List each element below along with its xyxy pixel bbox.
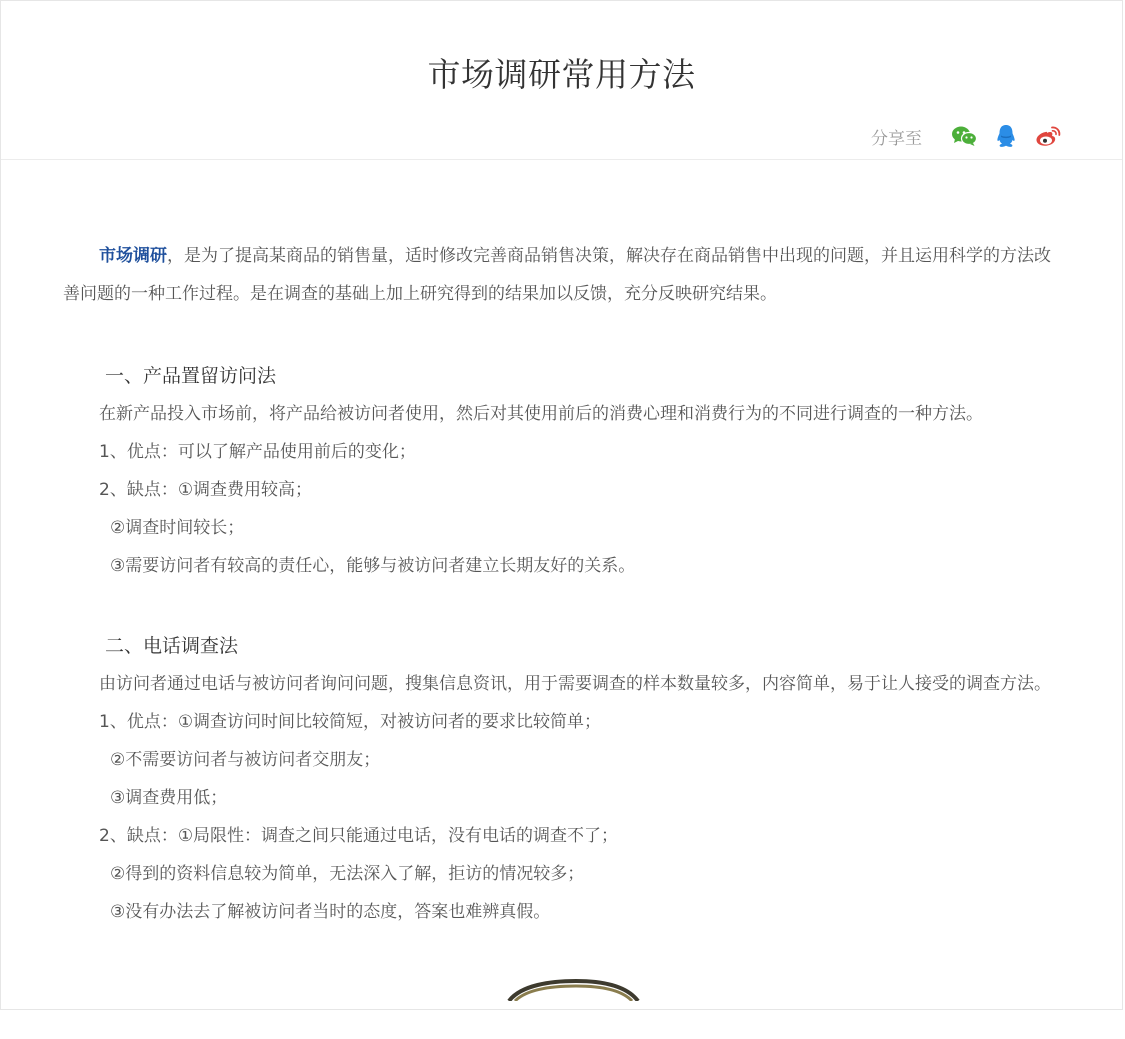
article-title: 市场调研常用方法 — [427, 55, 696, 94]
weibo-icon[interactable] — [1034, 122, 1062, 150]
list-item: ②调查时间较长； — [110, 518, 245, 538]
keyword-link[interactable]: 市场调研 — [99, 246, 167, 266]
list-item: 2、缺点：①局限性：调查之间只能通过电话，没有电话的调查不了； — [99, 826, 619, 846]
section-description: 在新产品投入市场前，将产品给被访问者使用，然后对其使用前后的消费心理和消费行为的不同进行调查的一种方法。 — [99, 404, 983, 424]
share-bar — [871, 121, 1062, 151]
list-item: ②不需要访问者与被访问者交朋友； — [110, 750, 381, 770]
share-label: 分享至 — [871, 128, 922, 149]
list-item: ③调查费用低； — [110, 788, 228, 808]
qq-icon[interactable] — [992, 122, 1020, 150]
list-item: 2、缺点：①调查费用较高； — [99, 480, 313, 500]
list-item: ③需要访问者有较高的责任心，能够与被访问者建立长期友好的关系。 — [110, 556, 636, 576]
article-header — [1, 1, 1122, 160]
list-item: ②得到的资料信息较为简单，无法深入了解，拒访的情况较多； — [110, 864, 585, 884]
wechat-icon[interactable] — [950, 122, 978, 150]
intro-paragraph — [63, 237, 1063, 313]
section-description: 由访问者通过电话与被访问者询问问题，搜集信息资讯，用于需要调查的样本数量较多，内容简单，易于让人接受的调查方法。 — [99, 674, 1051, 694]
intro-text: ，是为了提高某商品的销售量，适时修改完善商品销售决策，解决存在商品销售中出现的问题，并且运用科学的方法改善问题的一种工作过程。是在调查的基础上加上研究得到的结果加以反馈，充分反映研究结果。 — [63, 246, 1051, 304]
section-title: 一、产品置留访问法 — [105, 365, 277, 387]
article-image — [501, 979, 651, 1039]
section-title: 二、电话调查法 — [105, 635, 239, 657]
list-item: 1、优点：可以了解产品使用前后的变化； — [99, 442, 416, 462]
article-body — [63, 237, 1063, 931]
list-item: 1、优点：①调查访问时间比较简短，对被访问者的要求比较简单； — [99, 712, 602, 732]
list-item: ③没有办法去了解被访问者当时的态度，答案也难辨真假。 — [110, 902, 551, 922]
